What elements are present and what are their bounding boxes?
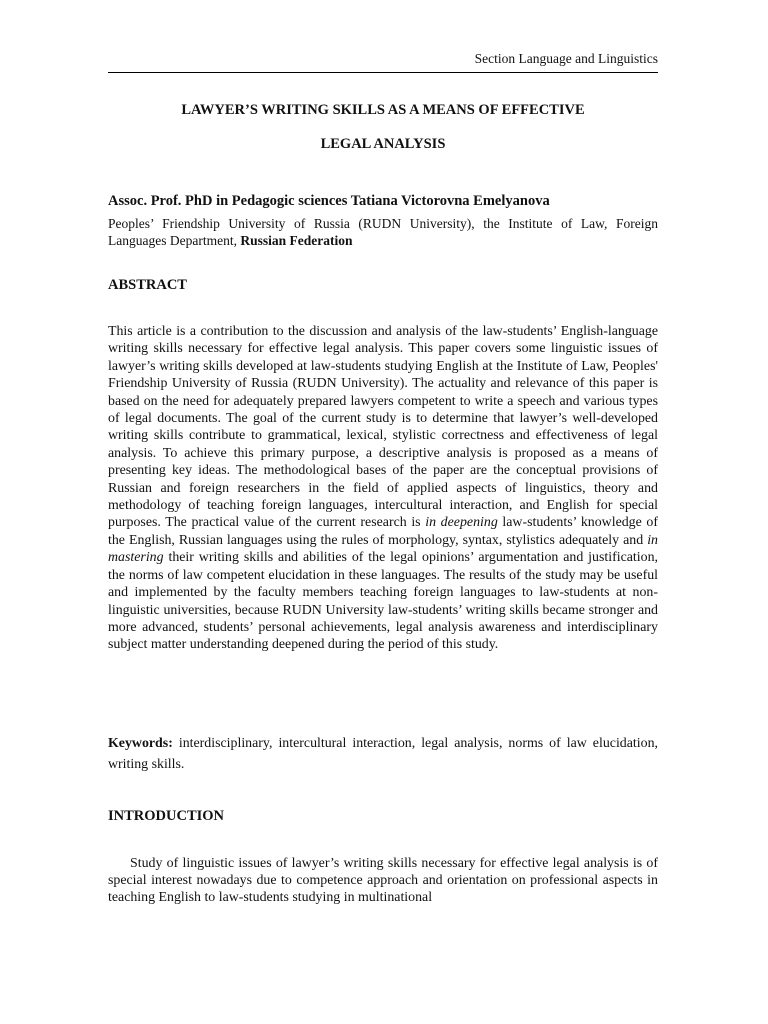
abstract-body xyxy=(108,323,658,654)
abstract-part-1: This article is a contribution to the discussion and analysis of the law-students’ English-language writing skills necessary for effective legal analysis. This paper covers some linguistic issues of lawyer’s writing skills developed at law-students studying English at the Institute of Law, Peoples' Friendship University of Russia (RUDN University). The actuality and relevance of this paper is based on the need for adequately prepared lawyers competent to write a speech and various types of legal documents. The goal of the current study is to determine that lawyer’s well-developed writing skills contribute to grammatical, lexical, stylistic correctness and effectiveness of legal analysis. To achieve this primary purpose, a descriptive analysis is proposed as a means of presenting key ideas. The methodological bases of the paper are the conceptual provisions of Russian and foreign researchers in the field of applied aspects of linguistics, theory and methodology of teaching foreign languages, intercultural interaction, and English for special purposes. The practical value of the current research is xyxy=(108,324,658,531)
affiliation-country: Russian Federation xyxy=(240,233,353,248)
keywords-text: interdisciplinary, intercultural interaction, legal analysis, norms of law elucidation, writing skills. xyxy=(108,736,658,772)
abstract-italic-2: in mastering xyxy=(108,532,658,566)
paper-title-line-1: LAWYER’S WRITING SKILLS AS A MEANS OF EFFECTIVE xyxy=(181,102,585,118)
keywords-label: Keywords: xyxy=(108,736,173,751)
header-rule xyxy=(108,72,658,73)
author-name: Assoc. Prof. PhD in Pedagogic sciences Tatiana Victorovna Emelyanova xyxy=(108,193,550,209)
paper-title-line-2: LEGAL ANALYSIS xyxy=(320,136,446,152)
abstract-part-2: law-students’ knowledge of the English, Russian languages using the rules of morphology, syntax, stylistics adequately and xyxy=(108,515,659,548)
running-head: Section Language and Linguistics xyxy=(474,51,658,66)
introduction-heading: INTRODUCTION xyxy=(108,808,225,824)
affiliation-text: Peoples’ Friendship University of Russia (RUDN University), the Institute of Law, Foreign Languages Department, xyxy=(108,216,658,248)
abstract-part-3: their writing skills and abilities of the legal opinions’ argumentation and justification, the norms of law competent elucidation in these languages. The results of the study may be useful and implemented by the faculty members teaching foreign languages to law-students at non-linguistic universities, because RUDN University law-students’ writing skills became stronger and more advanced, students’ personal achievements, legal analysis awareness and interdisciplinary subject matter understanding deepened during the period of this study. xyxy=(108,550,658,653)
abstract-italic-1: in deepening xyxy=(425,515,498,531)
abstract-heading: ABSTRACT xyxy=(108,277,187,293)
introduction-paragraph: Study of linguistic issues of lawyer’s writing skills necessary for effective legal analysis is of special interest nowadays due to competence approach and orientation on professional aspects in teaching English to law-students studying in multinational xyxy=(108,856,658,906)
keywords xyxy=(108,733,658,775)
author-affiliation xyxy=(108,215,658,249)
